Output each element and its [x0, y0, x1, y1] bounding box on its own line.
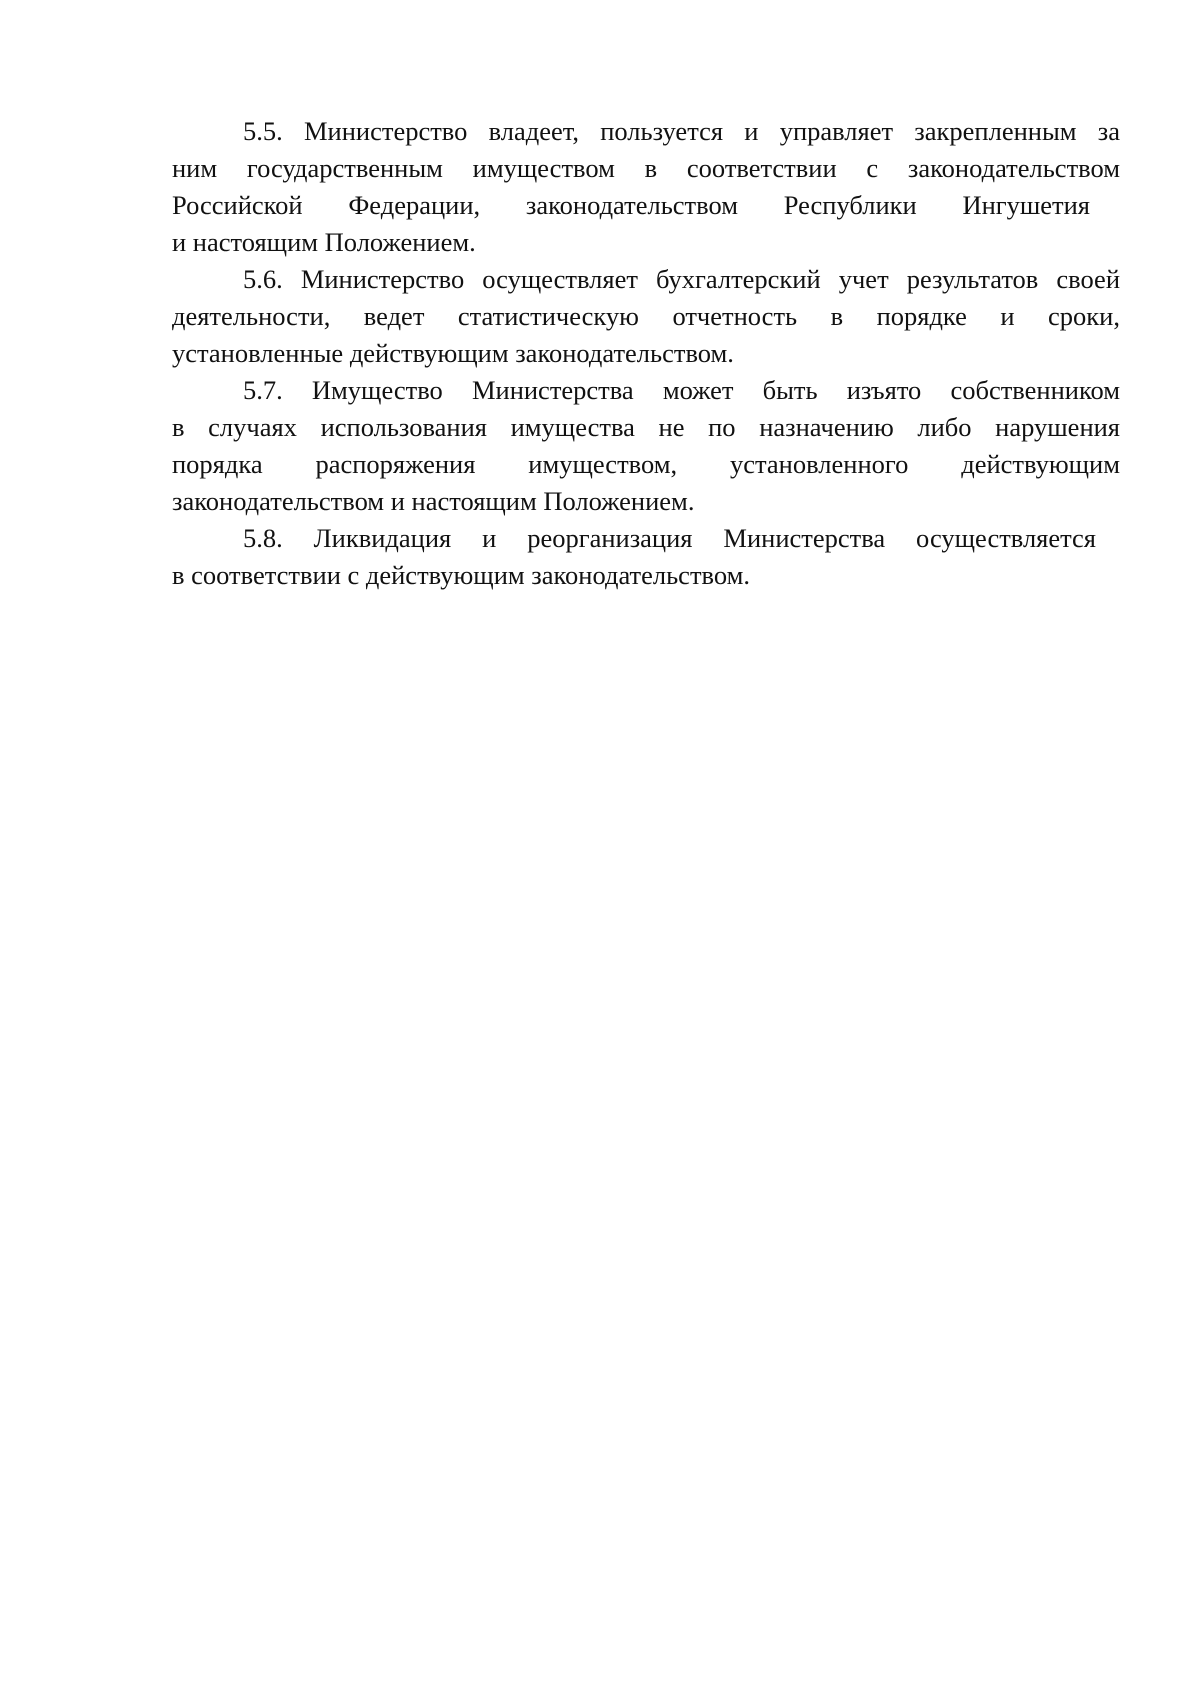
paragraph-line: порядка распоряжения имуществом, установленного действующим — [172, 449, 1120, 479]
paragraph-line: ним государственным имуществом в соответствии с законодательством — [172, 153, 1120, 183]
paragraph-line: в соответствии с действующим законодательством. — [172, 560, 750, 590]
document-body — [172, 113, 1120, 594]
paragraph-5-5 — [172, 113, 1120, 261]
paragraph-5-7 — [172, 372, 1120, 520]
paragraph-line: 5.7. Имущество Министерства может быть изъято собственником — [243, 375, 1120, 405]
paragraph-line: законодательством и настоящим Положением. — [172, 486, 695, 516]
paragraph-line: 5.8. Ликвидация и реорганизация Министерства осуществляется — [243, 523, 1096, 553]
paragraph-line: деятельности, ведет статистическую отчетность в порядке и сроки, — [172, 301, 1120, 331]
paragraph-line: Российской Федерации, законодательством Республики Ингушетия — [172, 190, 1090, 220]
paragraph-line: 5.5. Министерство владеет, пользуется и управляет закрепленным за — [243, 116, 1120, 146]
paragraph-5-8 — [172, 520, 1120, 594]
paragraph-line: 5.6. Министерство осуществляет бухгалтерский учет результатов своей — [243, 264, 1120, 294]
paragraph-line: установленные действующим законодательством. — [172, 338, 734, 368]
paragraph-line: в случаях использования имущества не по назначению либо нарушения — [172, 412, 1120, 442]
paragraph-5-6 — [172, 261, 1120, 372]
paragraph-line: и настоящим Положением. — [172, 227, 476, 257]
